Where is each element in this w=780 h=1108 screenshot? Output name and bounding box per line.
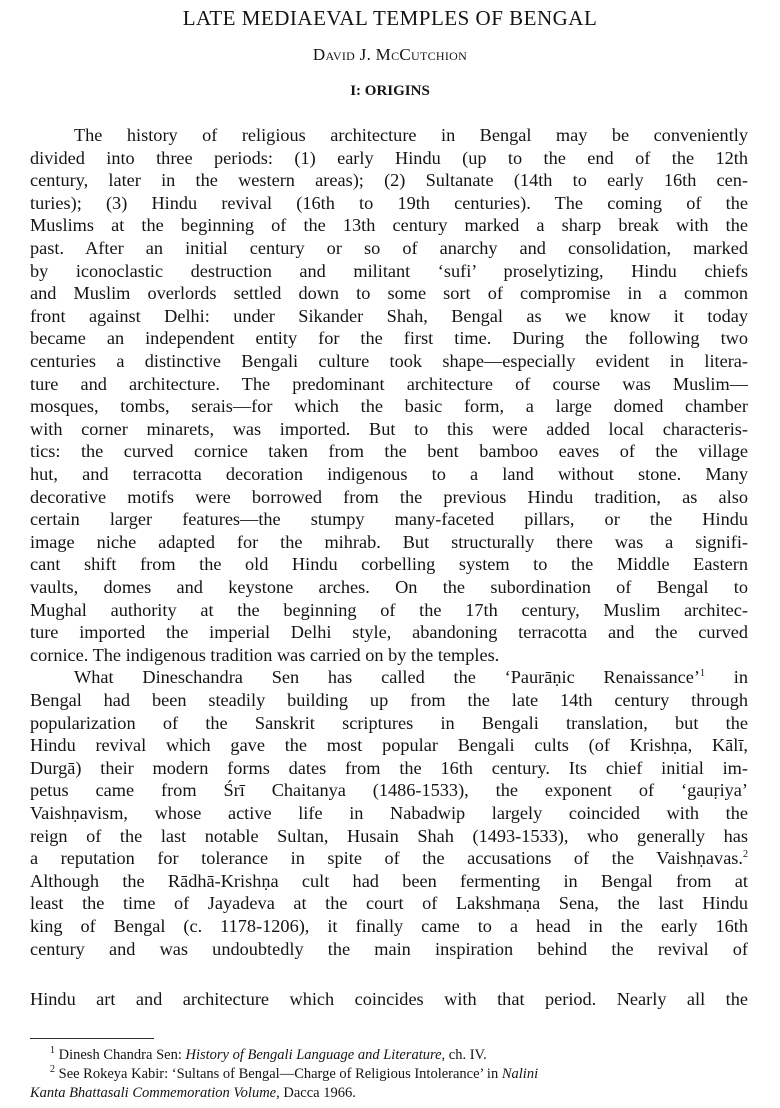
text-line: past. After an initial century or so of anarchy and consolidation, marked: [30, 238, 748, 258]
footnote-title: Nalini: [501, 1066, 539, 1082]
text-line: by iconoclastic destruction and militant ‘sufi’ proselytizing, Hindu chiefs: [30, 260, 748, 281]
footnote-2-cont: [30, 1084, 356, 1103]
text-line: front against Delhi: under Sikander Shah, Bengal as we know it today: [30, 305, 748, 326]
text-line: cornice. The indigenous tradition was carried on by the temples.: [30, 644, 500, 665]
text-line: centuries a distinctive Bengali culture took shape—especially evident in litera-: [30, 351, 748, 371]
footnote-text: , ch. IV.: [441, 1047, 487, 1063]
text-line: [30, 847, 748, 869]
line-text: a reputation for tolerance in spite of the accusations of the Vaishṇavas.: [30, 848, 743, 869]
line-text: in: [733, 667, 748, 688]
author-name: David J. McCutchion: [312, 45, 468, 64]
text-line: divided into three periods: (1) early Hindu (up to the end of the 12th: [30, 147, 748, 168]
footnote-title: History of Bengali Language and Literature: [185, 1047, 442, 1063]
text-line: Durgā) their modern forms dates from the 16th century. Its chief initial im-: [30, 757, 748, 778]
text-line: [74, 666, 748, 688]
text-line: cant shift from the old Hindu corbelling system to the Middle Eastern: [30, 554, 748, 575]
line-text: What Dineschandra Sen has called the ‘Paurāṇic Renaissance’: [74, 667, 700, 688]
footnote-mark: 1: [50, 1046, 55, 1057]
text-line: certain larger features—the stumpy many-faceted pillars, or the Hindu: [30, 509, 748, 530]
text-line: ture and architecture. The predominant architecture of course was Muslim—: [30, 373, 748, 394]
footnote-mark: 2: [50, 1065, 55, 1076]
text-line: Mughal authority at the beginning of the 17th century, Muslim architec-: [30, 599, 748, 620]
text-line: and Muslim overlords settled down to some sort of compromise in a common: [30, 283, 748, 304]
text-line: decorative motifs were borrowed from the previous Hindu tradition, as also: [30, 486, 748, 507]
footnote-divider: [30, 1038, 154, 1039]
text-line: vaults, domes and keystone arches. On the subordination of Bengal to: [30, 577, 748, 597]
text-line: became an independent entity for the first time. During the following two: [30, 328, 748, 349]
text-line: The history of religious architecture in Bengal may be conveniently: [74, 125, 748, 145]
text-line: mosques, tombs, serais—for which the basic form, a large domed chamber: [30, 396, 748, 417]
footnote-text: See Rokeya Kabir: ‘Sultans of Bengal—Charge of Religious Intolerance’ in: [58, 1066, 502, 1082]
text-line: century, later in the western areas); (2) Sultanate (14th to early 16th cen-: [30, 170, 748, 191]
footnote-1: [50, 1046, 750, 1065]
text-line: century and was undoubtedly the main inspiration behind the revival of: [30, 938, 748, 959]
text-line: Bengal had been steadily building up from the late 14th century through: [30, 690, 748, 710]
text-line: popularization of the Sanskrit scriptures in Bengali translation, but the: [30, 712, 748, 733]
text-line: Although the Rādhā-Krishṇa cult had been fermenting in Bengal from at: [30, 870, 748, 891]
text-line: Muslims at the beginning of the 13th century marked a sharp break with the: [30, 215, 748, 236]
footnote-text: Dinesh Chandra Sen:: [58, 1047, 186, 1063]
text-line: Hindu art and architecture which coincides with that period. Nearly all the: [30, 989, 748, 1009]
text-line: with corner minarets, was imported. But to this were added local characteris-: [30, 418, 748, 439]
text-line: Vaishṇavism, whose active life in Nabadwip largely coincided with the: [30, 803, 748, 823]
page-title: LATE MEDIAEVAL TEMPLES OF BENGAL: [182, 6, 598, 30]
text-line: tics: the curved cornice taken from the bent bamboo eaves of the village: [30, 441, 748, 462]
text-line: turies); (3) Hindu revival (16th to 19th centuries). The coming of the: [30, 192, 748, 213]
footnote-title: Kanta Bhattasali Commemoration Volume: [30, 1085, 277, 1101]
text-line: Hindu revival which gave the most popular Bengali cults (of Krishṇa, Kālī,: [30, 735, 748, 756]
text-line: petus came from Śrī Chaitanya (1486-1533), the exponent of ‘gauṛiya’: [30, 780, 748, 801]
text-line: least the time of Jayadeva at the court of Lakshmaṇa Sena, the last Hindu: [30, 893, 748, 914]
text-line: image niche adapted for the mihrab. But structurally there was a signifi-: [30, 531, 748, 552]
text-line: king of Bengal (c. 1178-1206), it finally came to a head in the early 16th: [30, 916, 748, 936]
footnote-2: [50, 1065, 750, 1084]
footnote-ref: 2: [743, 849, 748, 861]
text-line: ture imported the imperial Delhi style, abandoning terracotta and the curved: [30, 622, 748, 643]
text-line: hut, and terracotta decoration indigenous to a land without stone. Many: [30, 464, 748, 484]
text-line: reign of the last notable Sultan, Husain Shah (1493-1533), who generally has: [30, 825, 748, 846]
footnote-ref: 1: [699, 668, 705, 680]
footnote-text: , Dacca 1966.: [276, 1085, 356, 1101]
section-heading: I: ORIGINS: [350, 83, 430, 99]
